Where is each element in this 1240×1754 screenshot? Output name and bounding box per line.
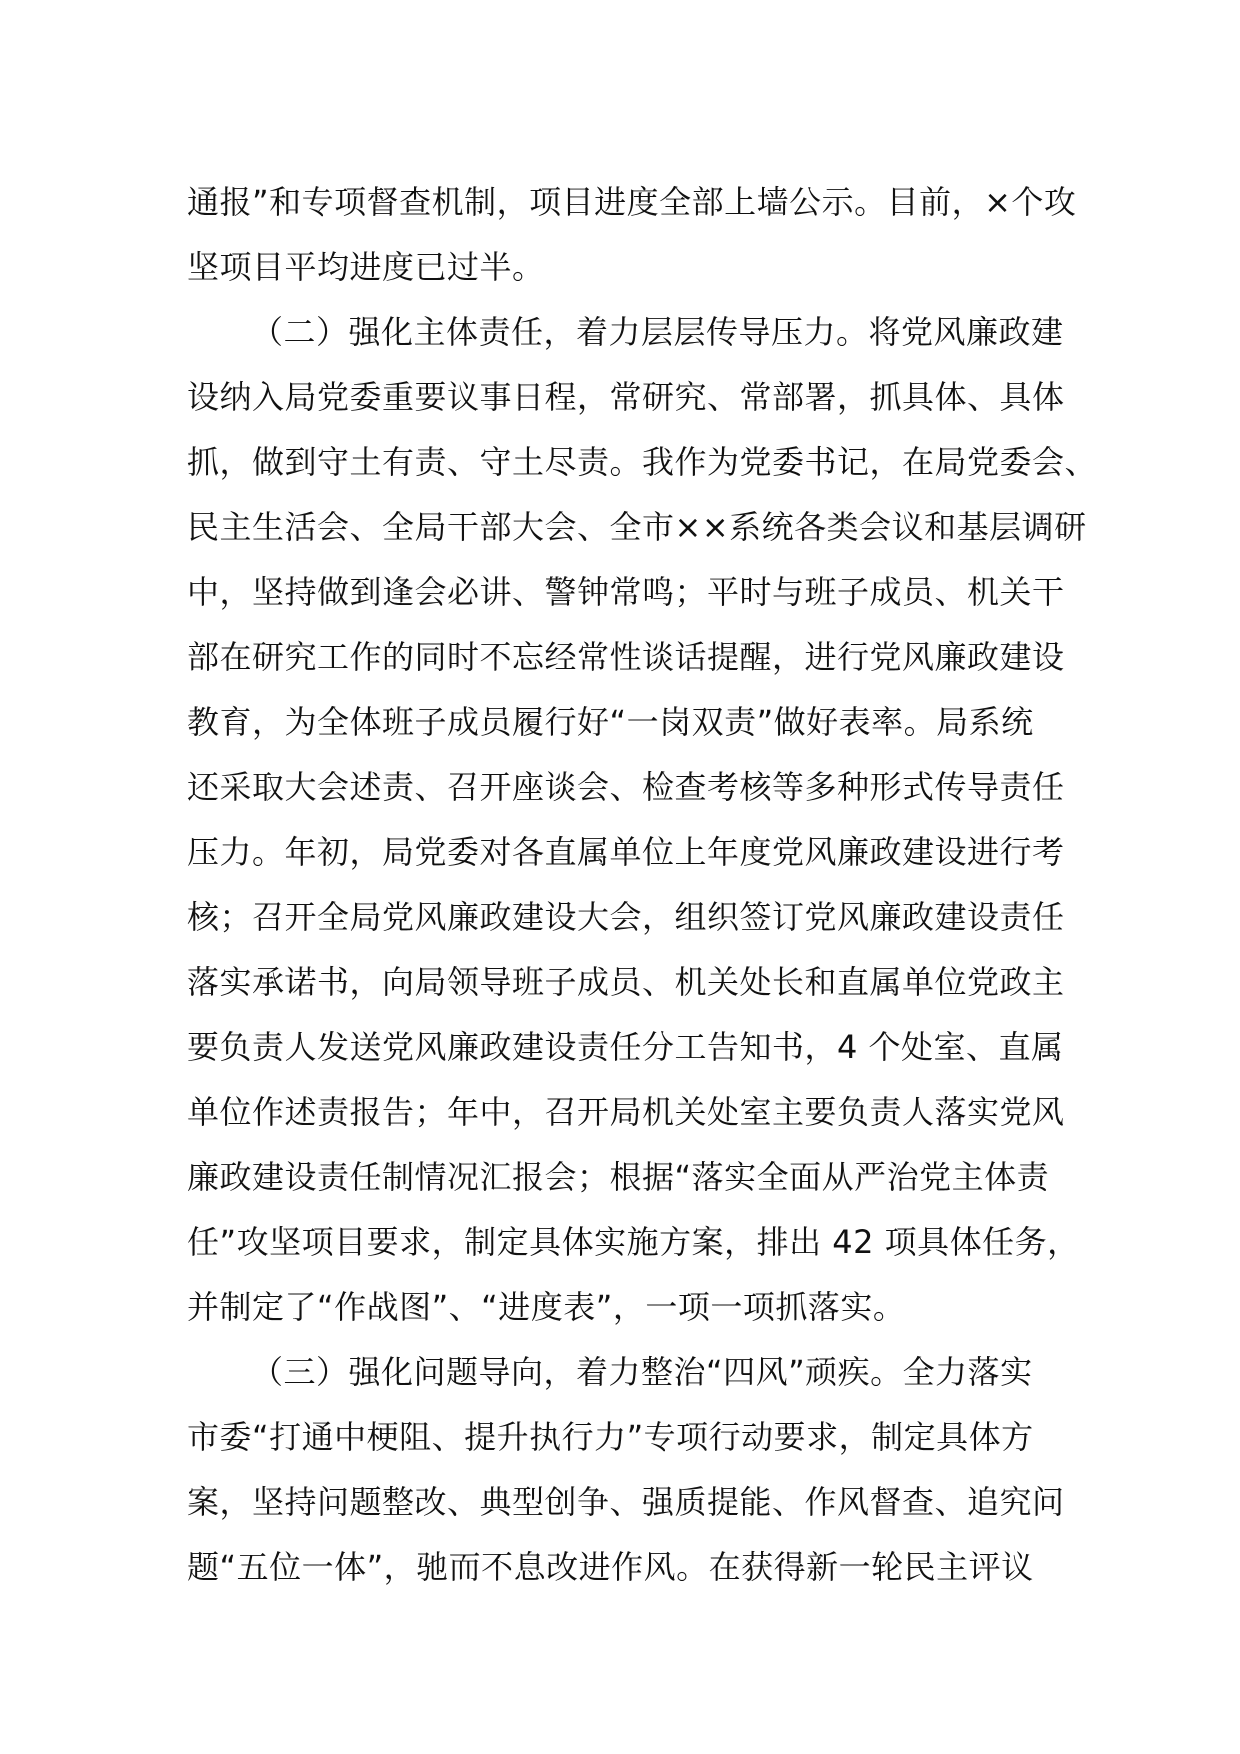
text-line: 部在研究工作的同时不忘经常性谈话提醒，进行党风廉政建设 xyxy=(187,638,1065,676)
section-heading-line: （二）强化主体责任，着力层层传导压力。将党风廉政建 xyxy=(251,313,1064,351)
text-line: 坚项目平均进度已过半。 xyxy=(187,248,545,286)
text-line: 案，坚持问题整改、典型创争、强质提能、作风督查、追究问 xyxy=(187,1483,1065,1521)
text-line: 抓，做到守土有责、守土尽责。我作为党委书记，在局党委会、 xyxy=(187,443,1098,481)
section-heading-line: （三）强化问题导向，着力整治“四风”顽疾。全力落实 xyxy=(251,1353,1033,1391)
body-text xyxy=(187,170,1098,1600)
text-line: 民主生活会、全局干部大会、全市××系统各类会议和基层调研 xyxy=(187,508,1087,546)
text-line: 落实承诺书，向局领导班子成员、机关处长和直属单位党政主 xyxy=(187,963,1065,1001)
text-line: 单位作述责报告；年中，召开局机关处室主要负责人落实党风 xyxy=(187,1093,1065,1131)
text-line: 题“五位一体”，驰而不息改进作风。在获得新一轮民主评议 xyxy=(187,1548,1034,1586)
text-line: 廉政建设责任制情况汇报会；根据“落实全面从严治党主体责 xyxy=(187,1158,1050,1196)
text-line: 并制定了“作战图”、“进度表”，一项一项抓落实。 xyxy=(187,1288,906,1326)
text-line: 设纳入局党委重要议事日程，常研究、常部署，抓具体、具体 xyxy=(187,378,1065,416)
text-line: 市委“打通中梗阻、提升执行力”专项行动要求，制定具体方 xyxy=(187,1418,1034,1456)
text-line: 要负责人发送党风廉政建设责任分工告知书，4 个处室、直属 xyxy=(187,1028,1064,1066)
text-line: 压力。年初，局党委对各直属单位上年度党风廉政建设进行考 xyxy=(187,833,1065,871)
text-line: 任”攻坚项目要求，制定具体实施方案，排出 42 项具体任务， xyxy=(187,1223,1080,1261)
text-line: 通报”和专项督查机制，项目进度全部上墙公示。目前，×个攻 xyxy=(187,183,1077,221)
text-line: 核；召开全局党风廉政建设大会，组织签订党风廉政建设责任 xyxy=(187,898,1065,936)
text-line: 还采取大会述责、召开座谈会、检查考核等多种形式传导责任 xyxy=(187,768,1065,806)
text-line: 中，坚持做到逢会必讲、警钟常鸣；平时与班子成员、机关干 xyxy=(187,573,1065,611)
text-line: 教育，为全体班子成员履行好“一岗双责”做好表率。局系统 xyxy=(187,703,1034,741)
